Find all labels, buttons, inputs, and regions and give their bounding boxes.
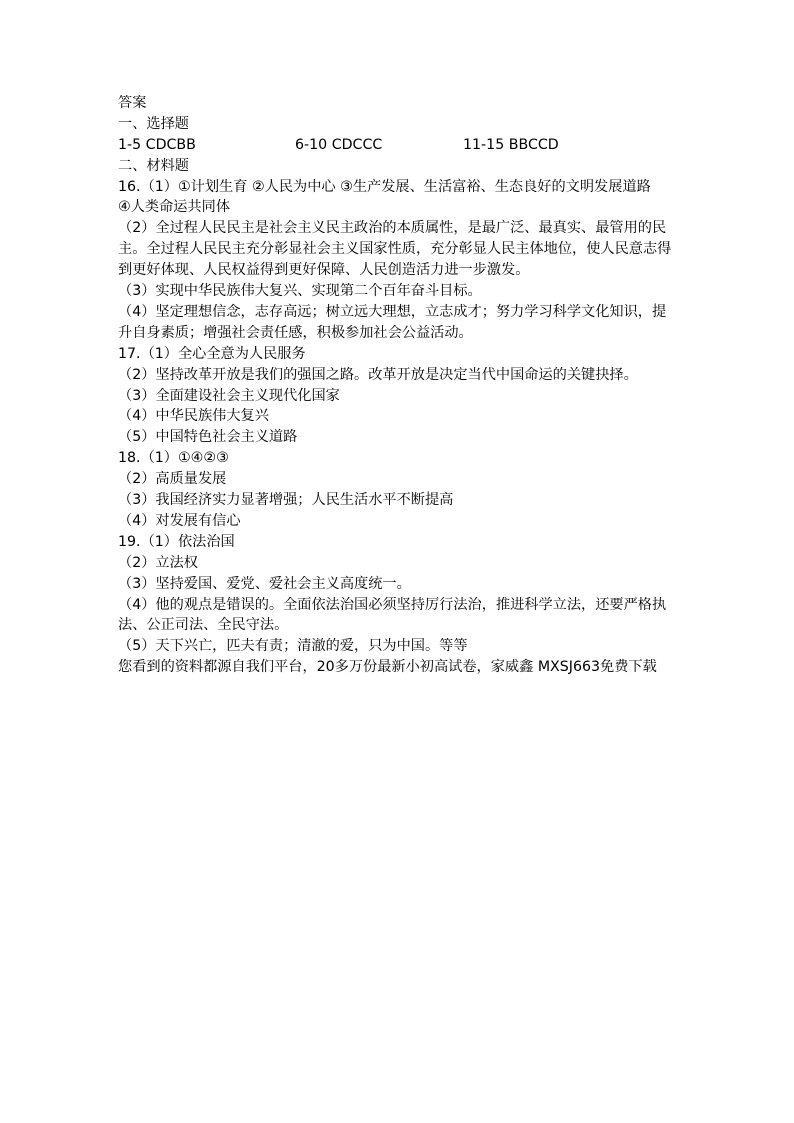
choice-answers-row bbox=[118, 135, 678, 156]
q16-part2: （2）全过程人民民主是社会主义民主政治的本质属性，是最广泛、最真实、最管用的民主。全过程人民民主充分彰显社会主义国家性质，充分彰显人民主体地位，使人民意志得到更好体现、人民权益得到更好保障、人民创造活力进一步激发。 bbox=[118, 220, 672, 279]
choice-answers-1-5: 1-5 CDCBB bbox=[118, 136, 196, 153]
choice-answers-11-15: 11-15 BBCCD bbox=[463, 136, 559, 153]
choice-answers-6-10: 6-10 CDCCC bbox=[295, 136, 383, 153]
q19-part4: （4）他的观点是错误的。全面依法治国必须坚持厉行法治，推进科学立法，还要严格执法、公正司法、全民守法。 bbox=[118, 596, 667, 634]
footer-note: 您看到的资料都源自我们平台，20多万份最新小初高试卷，家威鑫 MXSJ663免费下载 bbox=[118, 659, 657, 676]
q16-part4: （4）坚定理想信念，志存高远；树立远大理想，立志成才；努力学习科学文化知识，提升自身素质；增强社会责任感，积极参加社会公益活动。 bbox=[118, 303, 667, 341]
q16-part3: （3）实现中华民族伟大复兴、实现第二个百年奋斗目标。 bbox=[118, 283, 482, 300]
page-title: 答案 bbox=[118, 95, 147, 111]
section-heading-material: 二、材料题 bbox=[118, 157, 189, 174]
answer-document bbox=[118, 93, 678, 678]
q17-part4: （4）中华民族伟大复兴 bbox=[118, 408, 269, 425]
q17-part5: （5）中国特色社会主义道路 bbox=[118, 429, 298, 446]
section-heading-choice: 一、选择题 bbox=[118, 115, 189, 132]
q18-part3: （3）我国经济实力显著增强；人民生活水平不断提高 bbox=[118, 492, 454, 509]
q17-part1: 17.（1）全心全意为人民服务 bbox=[118, 345, 306, 362]
q19-part2: （2）立法权 bbox=[118, 554, 198, 571]
q19-part1: 19.（1）依法治国 bbox=[118, 533, 235, 550]
q18-part4: （4）对发展有信心 bbox=[118, 512, 241, 529]
q19-part3: （3）坚持爱国、爱党、爱社会主义高度统一。 bbox=[118, 575, 411, 592]
q17-part3: （3）全面建设社会主义现代化国家 bbox=[118, 387, 340, 404]
q18-part2: （2）高质量发展 bbox=[118, 471, 227, 488]
q16-part1b: ④人类命运共同体 bbox=[118, 199, 231, 216]
q17-part2: （2）坚持改革开放是我们的强国之路。改革开放是决定当代中国命运的关键抉择。 bbox=[118, 366, 638, 383]
q19-part5: （5）天下兴亡，匹夫有责；清澈的爱，只为中国。等等 bbox=[118, 638, 468, 655]
q16-part1: 16.（1）①计划生育 ②人民为中心 ③生产发展、生活富裕、生态良好的文明发展道路 bbox=[118, 178, 651, 195]
q18-part1: 18.（1）①④②③ bbox=[118, 450, 229, 467]
